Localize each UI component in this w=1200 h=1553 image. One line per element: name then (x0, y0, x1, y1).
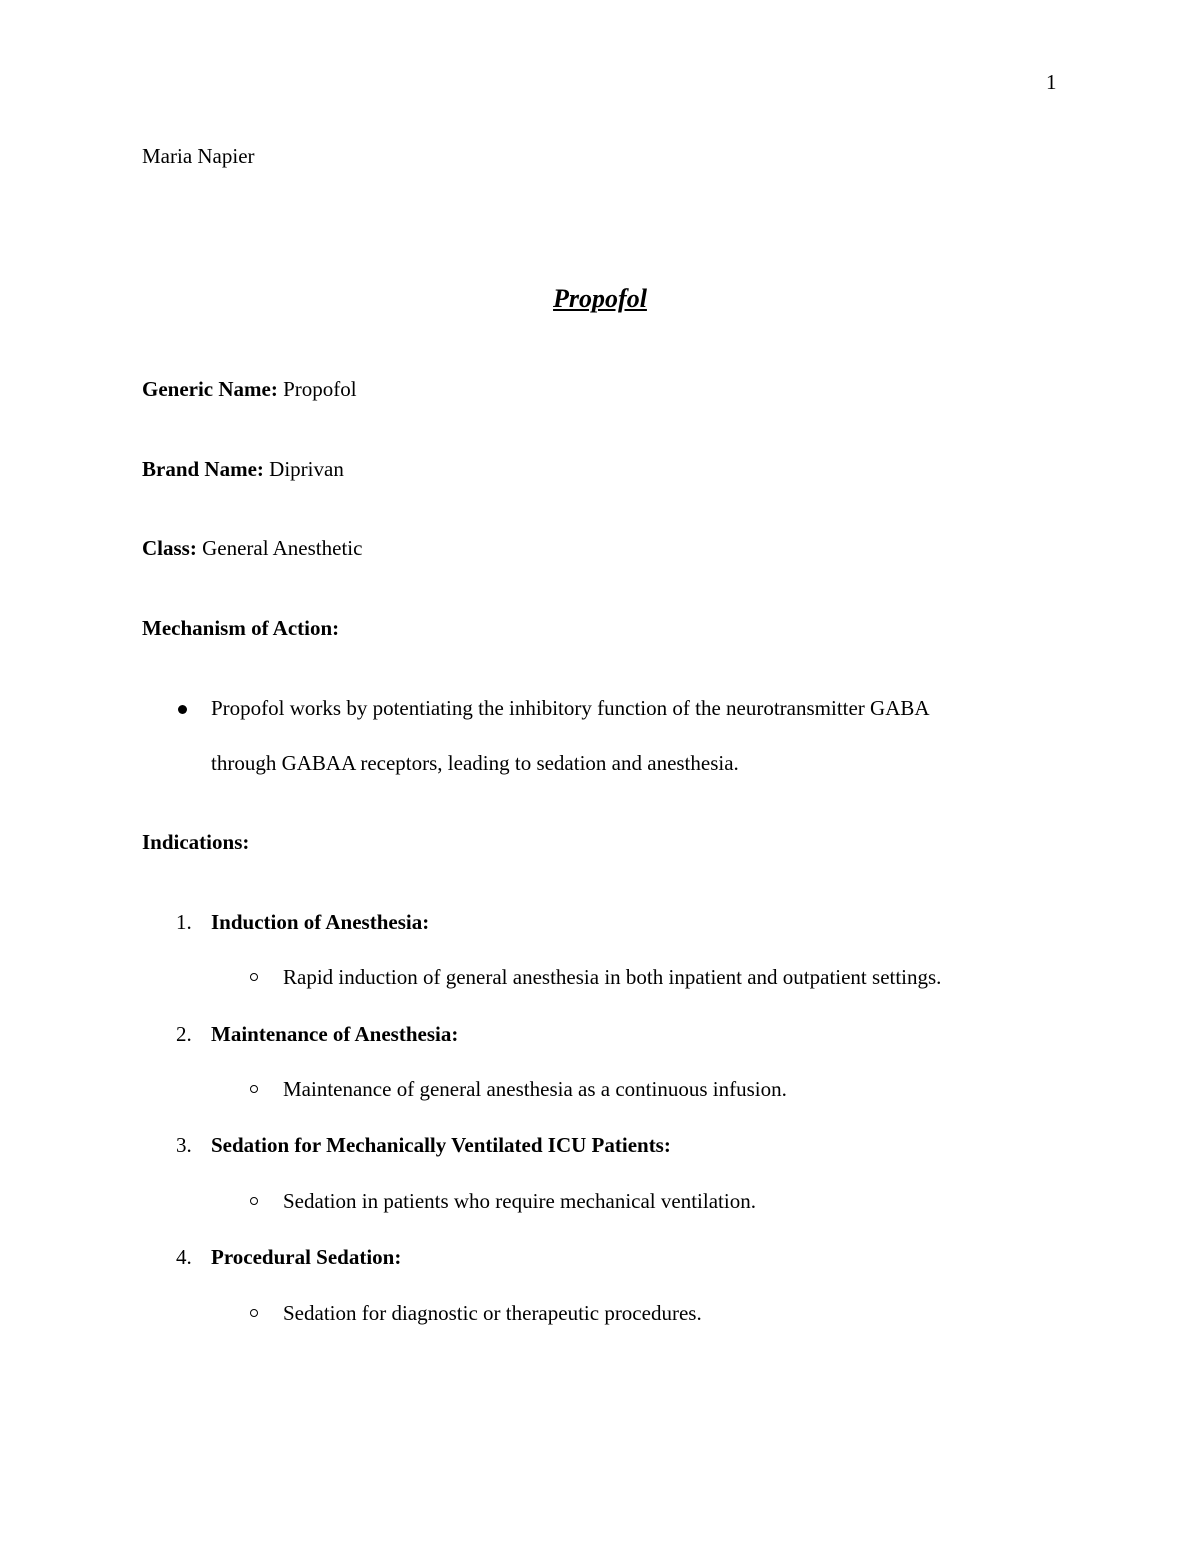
indication-number: 1. (176, 910, 192, 934)
generic-name-value: Propofol (283, 377, 357, 401)
mechanism-heading-text: Mechanism of Action: (142, 616, 340, 640)
hollow-bullet-icon (250, 1197, 258, 1205)
bullet-dot-icon (178, 705, 187, 714)
indication-detail: Rapid induction of general anesthesia in both inpatient and outpatient settings. (283, 965, 942, 989)
brand-name-field (142, 459, 344, 480)
indication-number: 2. (176, 1022, 192, 1046)
generic-name-label: Generic Name: (142, 377, 278, 401)
indication-detail: Sedation in patients who require mechanical ventilation. (283, 1189, 756, 1213)
indication-detail: Maintenance of general anesthesia as a continuous infusion. (283, 1077, 787, 1101)
mechanism-bullet-line-1: Propofol works by potentiating the inhibitory function of the neurotransmitter GABA (211, 696, 930, 720)
indication-number: 3. (176, 1133, 192, 1157)
hollow-bullet-icon (250, 973, 258, 981)
indication-detail: Sedation for diagnostic or therapeutic procedures. (283, 1301, 702, 1325)
mechanism-heading (142, 618, 339, 639)
indication-title: Induction of Anesthesia: (211, 910, 430, 934)
indication-number: 4. (176, 1245, 192, 1269)
indication-title: Sedation for Mechanically Ventilated ICU Patients: (211, 1133, 671, 1157)
generic-name-field (142, 379, 357, 400)
document-title: Propofol (553, 284, 647, 313)
mechanism-bullet-line-2: through GABAA receptors, leading to sedation and anesthesia. (211, 751, 739, 775)
brand-name-label: Brand Name: (142, 457, 264, 481)
hollow-bullet-icon (250, 1309, 258, 1317)
indications-heading (142, 832, 249, 853)
indication-title: Maintenance of Anesthesia: (211, 1022, 459, 1046)
hollow-bullet-icon (250, 1085, 258, 1093)
indications-heading-text: Indications: (142, 830, 250, 854)
class-field (142, 538, 362, 559)
brand-name-value: Diprivan (269, 457, 344, 481)
author-name: Maria Napier (142, 144, 255, 168)
page-number: 1 (1046, 70, 1057, 94)
indication-title: Procedural Sedation: (211, 1245, 402, 1269)
class-label: Class: (142, 536, 197, 560)
class-value: General Anesthetic (202, 536, 363, 560)
